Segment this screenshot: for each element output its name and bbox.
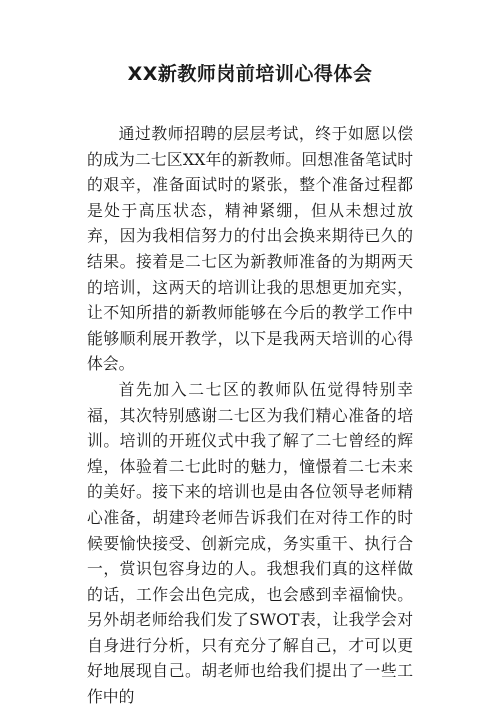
document-title: XX新教师岗前培训心得体会 (127, 63, 373, 85)
paragraph-2: 首先加入二七区的教师队伍觉得特别幸福，其次特别感谢二七区为我们精心准备的培训。培训的开班仪式中我了解了二七曾经的辉煌，体验着二七此时的魅力，憧憬着二七未来的美好。接下来的培训也是由各位领导老师精心准备，胡建玲老师告诉我们在对待工作的时候要愉快接受、创新完成，务实重干、执行合一，赏识包容身边的人。我想我们真的这样做的话，工作会出色完成，也会感到幸福愉快。另外胡老师给我们发了SWOT表，让我学会对自身进行分析，只有充分了解自己，才可以更好地展现自己。胡老师也给我们提出了一些工作中的 (87, 379, 413, 707)
document-body (87, 121, 413, 710)
paragraph-1: 通过教师招聘的层层考试，终于如愿以偿的成为二七区XX年的新教师。回想准备笔试时的艰辛，准备面试时的紧张，整个准备过程都是处于高压状态，精神紧绷，但从未想过放弃，因为我相信努力的付出会换来期待已久的结果。接着是二七区为新教师准备的为期两天的培训，这两天的培训让我的思想更加充实，让不知所措的新教师能够在今后的教学工作中能够顺利展开教学，以下是我两天培训的心得体会。 (87, 124, 413, 374)
